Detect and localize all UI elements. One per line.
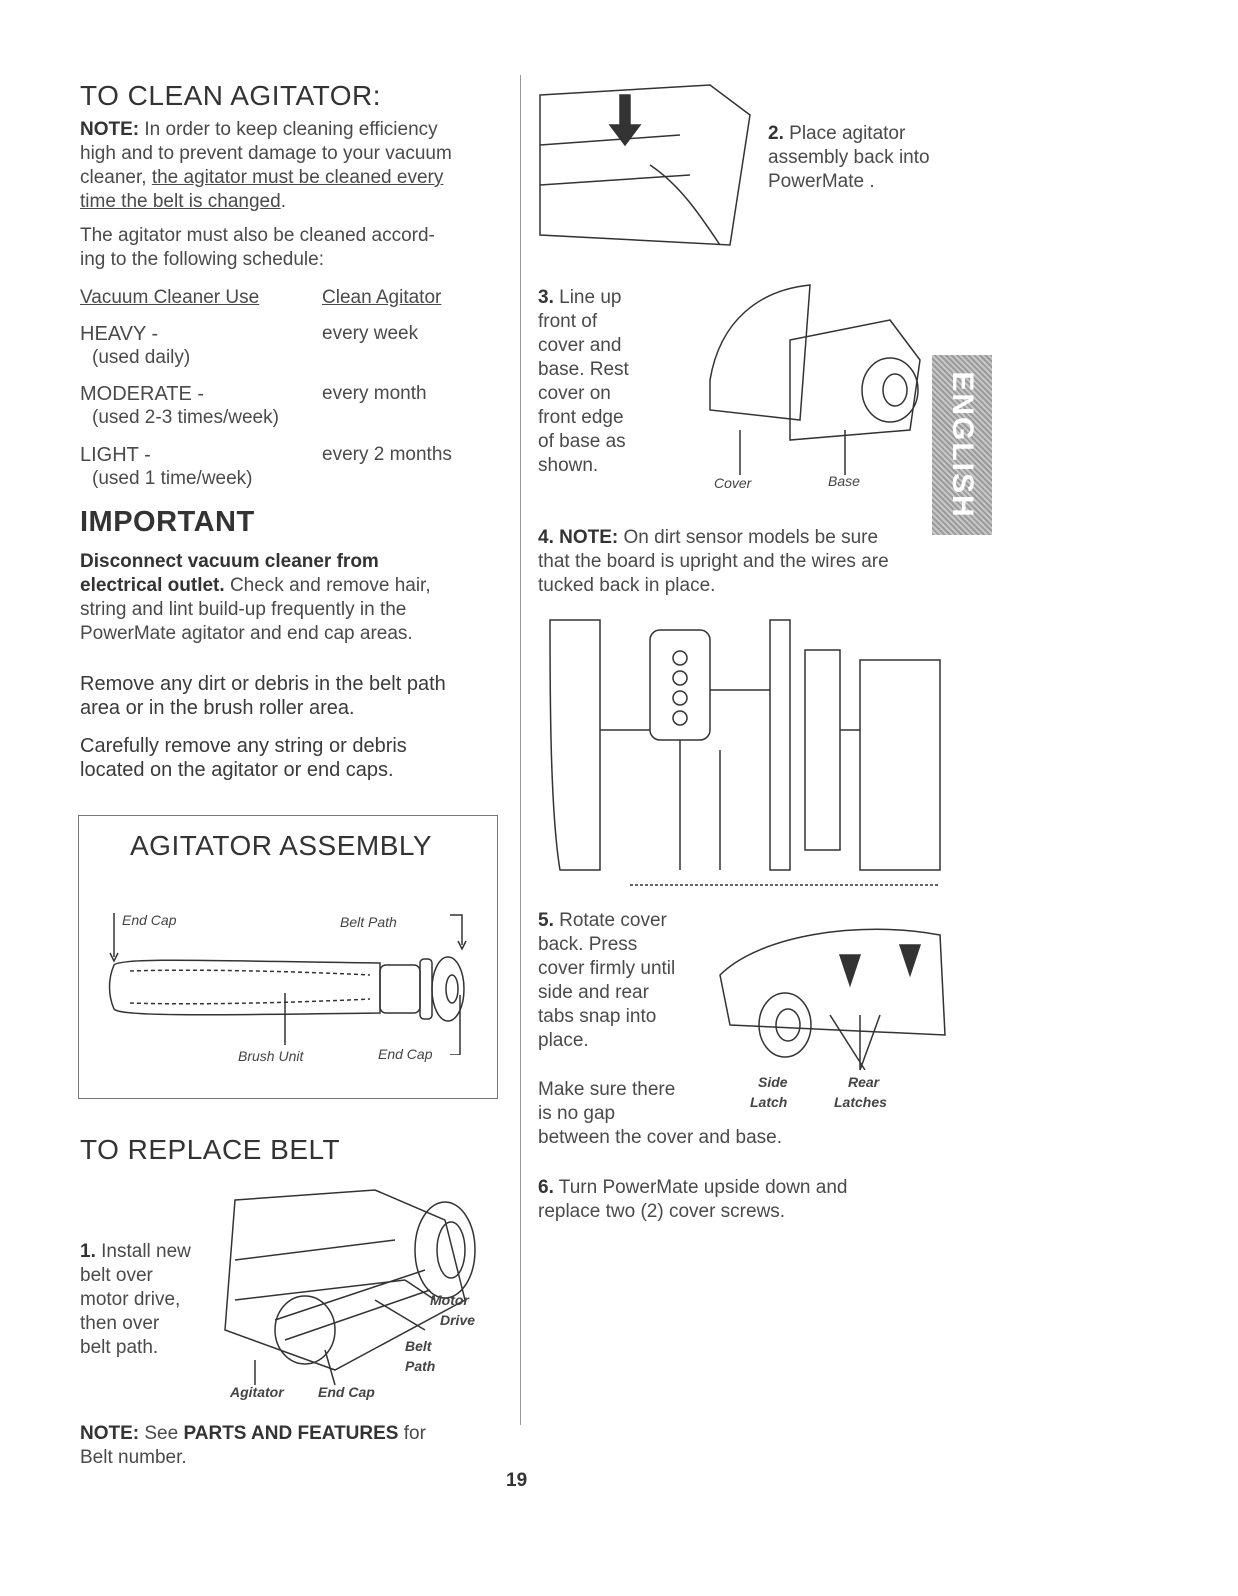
step3-number: 3. bbox=[538, 287, 554, 308]
step1-line: belt over bbox=[80, 1265, 153, 1286]
schedule-detail: (used 2-3 times/week) bbox=[92, 407, 279, 428]
label-brush-unit: Brush Unit bbox=[238, 1048, 304, 1064]
schedule-intro bbox=[80, 224, 510, 272]
gap-line-3: between the cover and base. bbox=[538, 1127, 783, 1148]
step2-line: PowerMate . bbox=[768, 171, 875, 192]
important-bold-2: electrical outlet. bbox=[80, 575, 225, 596]
step1-text bbox=[80, 1240, 191, 1360]
english-language-tab bbox=[932, 355, 992, 535]
label-drive: Drive bbox=[440, 1312, 476, 1328]
label-motor: Motor bbox=[430, 1292, 469, 1308]
column-divider bbox=[520, 75, 521, 1425]
step3-line: Line up bbox=[559, 287, 622, 308]
english-tab-label: ENGLISH bbox=[946, 371, 979, 519]
note-label: NOTE: bbox=[80, 119, 140, 140]
schedule-moderate bbox=[80, 382, 279, 430]
schedule-level: HEAVY - bbox=[80, 323, 159, 345]
step4-line-2: that the board is upright and the wires are bbox=[538, 551, 889, 572]
clean-note bbox=[80, 118, 510, 214]
replace-belt-title: TO REPLACE BELT bbox=[80, 1134, 341, 1165]
gap-text bbox=[538, 1078, 782, 1150]
agitator-assembly-illustration bbox=[100, 905, 480, 1055]
step4-text bbox=[538, 526, 938, 598]
step3-line: shown. bbox=[538, 455, 599, 476]
label-side: Side bbox=[758, 1074, 788, 1090]
important-bold-1: Disconnect vacuum cleaner from bbox=[80, 551, 379, 572]
step5-line: side and rear bbox=[538, 982, 649, 1003]
step5-text bbox=[538, 909, 675, 1053]
step6-line-2: replace two (2) cover screws. bbox=[538, 1201, 786, 1222]
note2-text-c: Belt number. bbox=[80, 1447, 187, 1468]
step3-line: of base as bbox=[538, 431, 626, 452]
important-text bbox=[80, 550, 510, 646]
label-latch: Latch bbox=[750, 1094, 788, 1110]
step3-line: cover on bbox=[538, 383, 611, 404]
schedule-freq: every week bbox=[322, 323, 419, 344]
important-line-2: Check and remove hair, bbox=[224, 575, 431, 596]
note2-label: NOTE: bbox=[80, 1423, 140, 1444]
step6-number: 6. bbox=[538, 1177, 554, 1198]
label-end-cap-right: End Cap bbox=[378, 1046, 433, 1062]
rotate-cover-illustration bbox=[700, 915, 950, 1070]
remove-debris-text bbox=[80, 672, 510, 720]
step5-number: 5. bbox=[538, 910, 554, 931]
label-base: Base bbox=[828, 473, 860, 489]
note-line-4: time the belt is changed bbox=[80, 191, 281, 212]
step2-line: Place agitator bbox=[789, 123, 906, 144]
page-number: 19 bbox=[506, 1470, 528, 1491]
step4-label: NOTE: bbox=[559, 527, 619, 548]
schedule-freq: every 2 months bbox=[322, 444, 452, 465]
step3-line: base. Rest bbox=[538, 359, 629, 380]
note2-text-b: for bbox=[398, 1423, 426, 1444]
label-belt: Belt bbox=[405, 1338, 432, 1354]
careful-line-2: located on the agitator or end caps. bbox=[80, 759, 394, 781]
step6-line-1: Turn PowerMate upside down and bbox=[558, 1177, 848, 1198]
step4-line-1: On dirt sensor models be sure bbox=[618, 527, 879, 548]
step1-line: Install new bbox=[101, 1241, 191, 1262]
careful-text bbox=[80, 734, 510, 782]
note2-bold: PARTS AND FEATURES bbox=[183, 1423, 399, 1444]
schedule-intro-1: The agitator must also be cleaned accord- bbox=[80, 225, 435, 246]
schedule-detail: (used 1 time/week) bbox=[92, 468, 253, 489]
step4-number: 4. bbox=[538, 527, 554, 548]
step1-number: 1. bbox=[80, 1241, 96, 1262]
step2-line: assembly back into bbox=[768, 147, 930, 168]
install-belt-illustration bbox=[215, 1180, 490, 1390]
step1-line: belt path. bbox=[80, 1337, 159, 1358]
label-path: Path bbox=[405, 1358, 436, 1374]
step5-line: Rotate cover bbox=[559, 910, 667, 931]
note-line-1: In order to keep cleaning efficiency bbox=[144, 119, 438, 140]
schedule-freq: every month bbox=[322, 383, 427, 404]
step5-line: back. Press bbox=[538, 934, 638, 955]
step4-line-3: tucked back in place. bbox=[538, 575, 716, 596]
schedule-light bbox=[80, 443, 253, 491]
schedule-header-use: Vacuum Cleaner Use bbox=[80, 287, 260, 308]
label-latches: Latches bbox=[834, 1094, 887, 1110]
step5-line: cover firmly until bbox=[538, 958, 676, 979]
schedule-detail: (used daily) bbox=[92, 347, 191, 368]
label-end-cap: End Cap bbox=[318, 1384, 375, 1400]
step3-line: front edge bbox=[538, 407, 624, 428]
gap-line-2: is no gap bbox=[538, 1103, 616, 1124]
cover-base-illustration bbox=[700, 280, 930, 480]
step1-line: motor drive, bbox=[80, 1289, 181, 1310]
note-line-3b: the agitator must be cleaned every bbox=[151, 167, 444, 188]
step3-line: cover and bbox=[538, 335, 622, 356]
important-line-3: string and lint build-up frequently in the bbox=[80, 599, 407, 620]
important-line-4: PowerMate agitator and end cap areas. bbox=[80, 623, 413, 644]
note-line-3a: cleaner, bbox=[80, 167, 152, 188]
dirt-sensor-board-illustration bbox=[540, 610, 950, 890]
schedule-header-clean: Clean Agitator bbox=[322, 287, 442, 308]
remove-line-1: Remove any dirt or debris in the belt path bbox=[80, 673, 446, 695]
step2-text bbox=[768, 122, 930, 194]
step5-line: place. bbox=[538, 1030, 589, 1051]
label-belt-path: Belt Path bbox=[340, 914, 397, 930]
step3-text bbox=[538, 286, 629, 478]
schedule-intro-2: ing to the following schedule: bbox=[80, 249, 324, 270]
label-end-cap-left: End Cap bbox=[122, 912, 177, 928]
important-title: IMPORTANT bbox=[80, 506, 255, 538]
label-cover: Cover bbox=[714, 475, 752, 491]
label-rear: Rear bbox=[848, 1074, 880, 1090]
clean-agitator-title: TO CLEAN AGITATOR: bbox=[80, 80, 381, 111]
schedule-heavy bbox=[80, 322, 190, 370]
step5-line: tabs snap into bbox=[538, 1006, 657, 1027]
schedule-level: MODERATE - bbox=[80, 383, 205, 405]
step1-line: then over bbox=[80, 1313, 160, 1334]
step2-number: 2. bbox=[768, 123, 784, 144]
step6-text bbox=[538, 1176, 938, 1224]
schedule-level: LIGHT - bbox=[80, 444, 151, 466]
careful-line-1: Carefully remove any string or debris bbox=[80, 735, 407, 757]
label-agitator: Agitator bbox=[230, 1384, 284, 1400]
gap-line-1: Make sure there bbox=[538, 1079, 676, 1100]
assembly-title: AGITATOR ASSEMBLY bbox=[130, 830, 433, 861]
parts-note bbox=[80, 1422, 510, 1470]
note-line-2: high and to prevent damage to your vacuum bbox=[80, 143, 452, 164]
remove-line-2: area or in the brush roller area. bbox=[80, 697, 355, 719]
place-agitator-illustration bbox=[530, 75, 755, 255]
note2-text-a: See bbox=[139, 1423, 184, 1444]
step3-line: front of bbox=[538, 311, 598, 332]
note-line-4-end: . bbox=[280, 191, 286, 212]
